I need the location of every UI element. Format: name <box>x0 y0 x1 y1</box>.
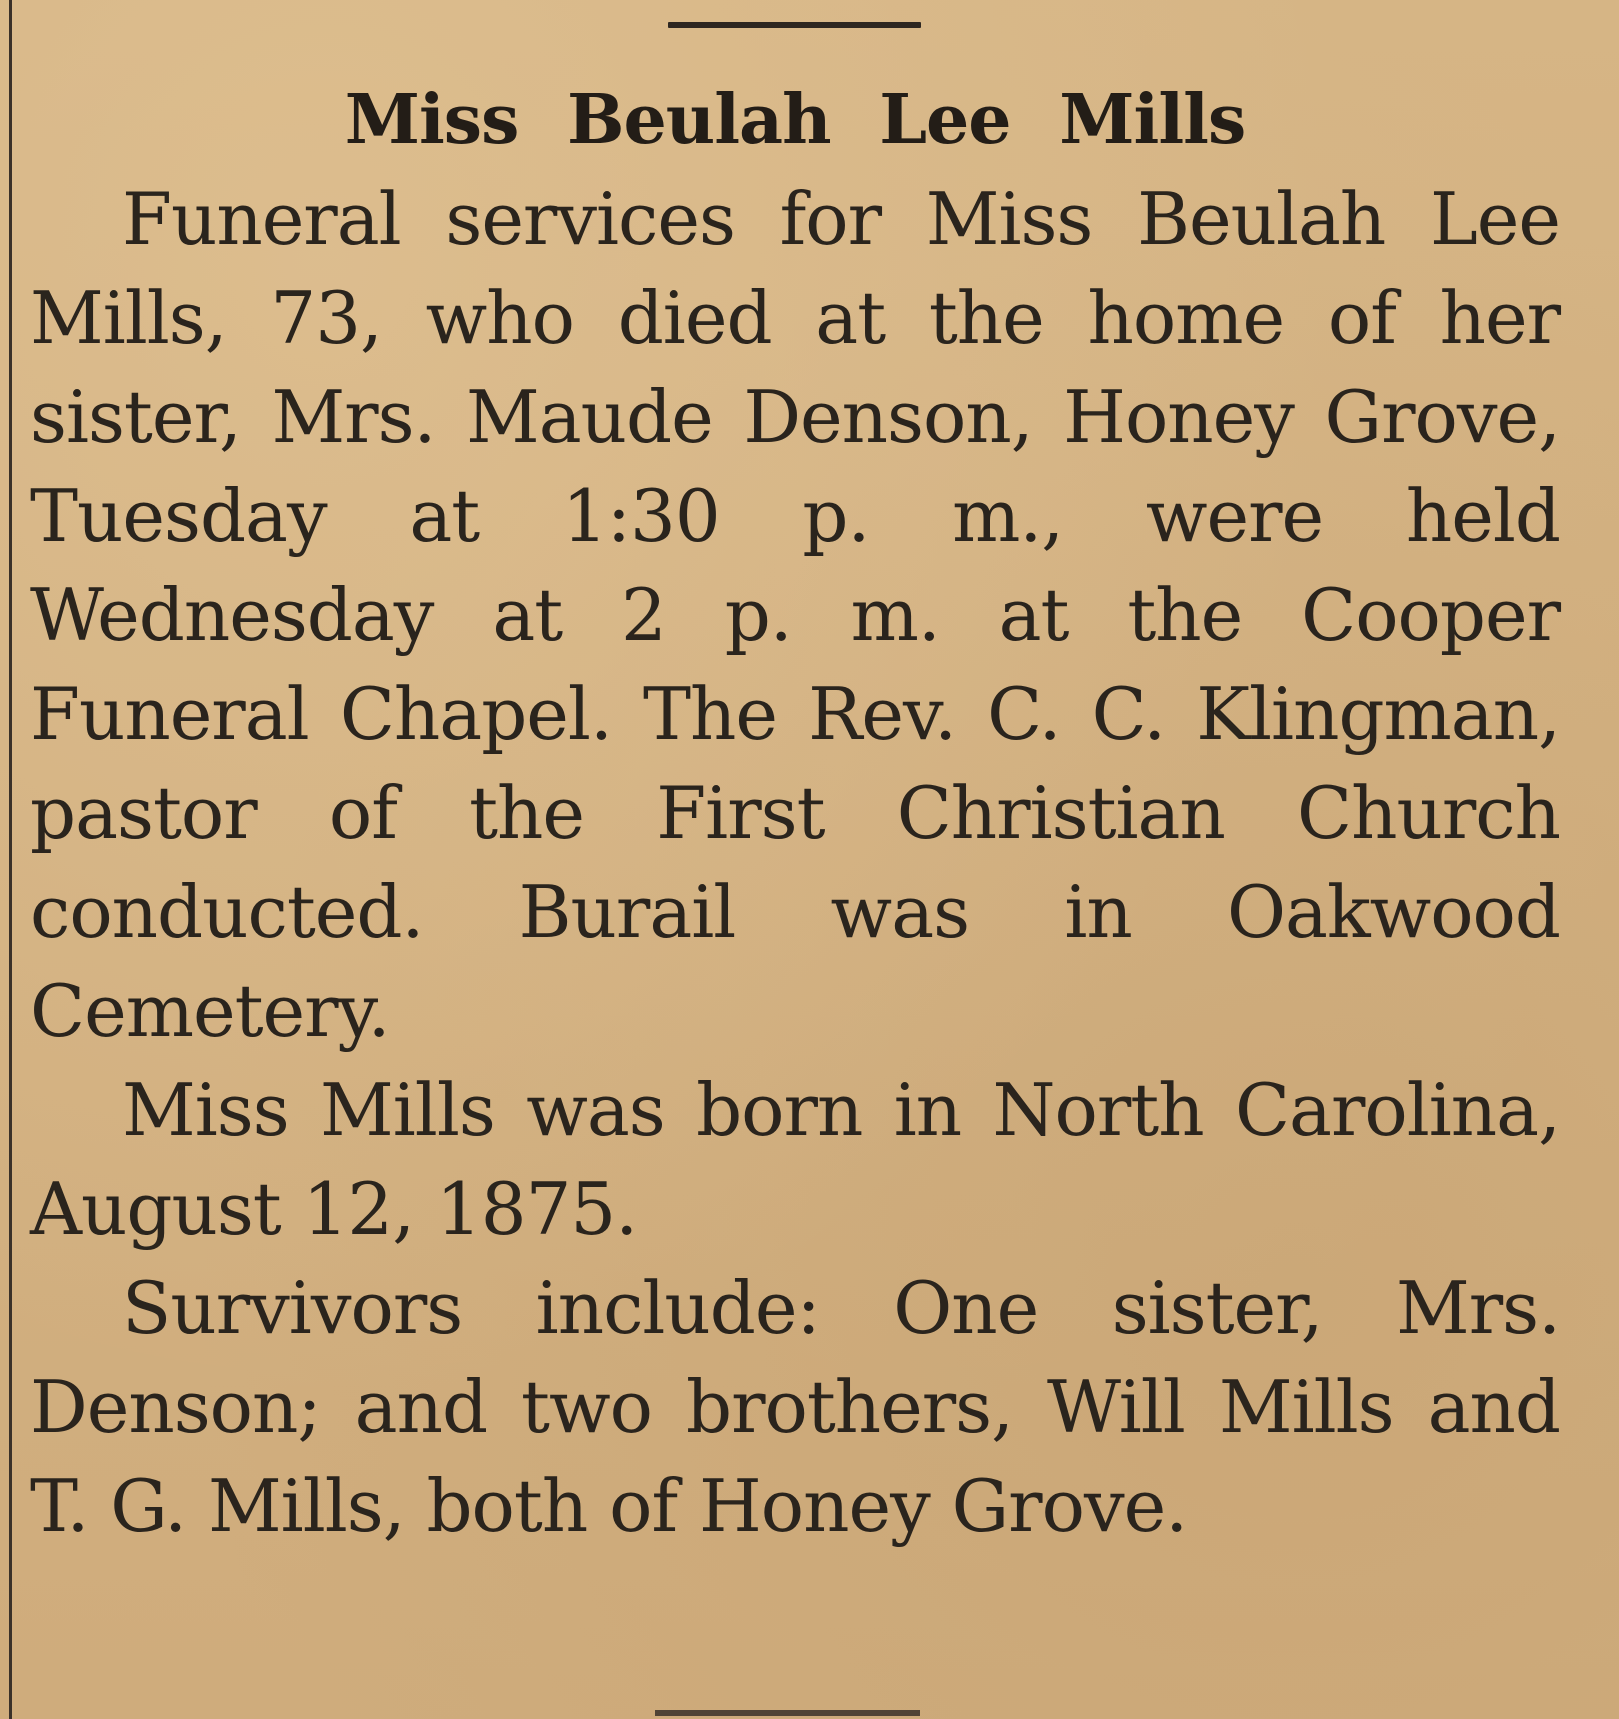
paragraph-birth: Miss Mills was born in North Carolina, August 12, 1875. <box>30 1068 1560 1251</box>
separator-rule-bottom <box>655 1710 920 1716</box>
paragraph-funeral-services: Funeral services for Miss Beulah Lee Mills, 73, who died at the home of her sister, Mrs. Maude Denson, Honey Grove, Tuesday at 1:30 p. m., were held Wednesday at 2 p. m. at the Cooper Funeral Chapel. The Rev. C. C. Klingman, pastor of the First Christian Church conducted. Burail was in Oakwood Cemetery. <box>30 177 1560 1053</box>
column-rule-left <box>9 0 12 1719</box>
headline: Miss Beulah Lee Mills <box>344 80 1246 160</box>
obituary-article <box>30 70 1560 1556</box>
separator-rule-top <box>668 22 921 28</box>
paragraph-survivors: Survivors include: One sister, Mrs. Denson; and two brothers, Will Mills and T. G. Mills, both of Honey Grove. <box>30 1266 1560 1548</box>
